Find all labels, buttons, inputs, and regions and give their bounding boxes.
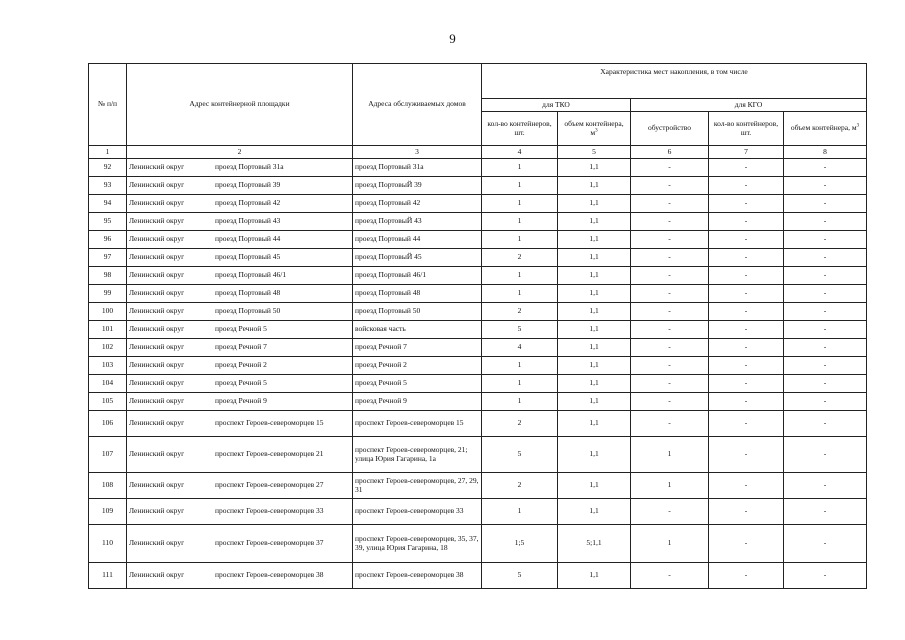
row-number: 107 [89, 437, 127, 473]
header-kgo-count: кол-во контейнеров, шт. [709, 112, 784, 146]
row-tko-volume: 1,1 [558, 437, 631, 473]
row-number: 93 [89, 177, 127, 195]
row-kgo-count: - [709, 375, 784, 393]
row-address [127, 473, 353, 499]
row-district: Ленинский округ [129, 252, 185, 262]
row-kgo-arrangement: - [631, 267, 709, 285]
column-number: 7 [709, 146, 784, 159]
row-street: проезд Портовый 31а [215, 162, 284, 172]
row-served-houses: проезд Портовый 44 [353, 231, 482, 249]
row-served-houses: проспект Героев-североморцев, 21; улица Юрия Гагарина, 1а [353, 437, 482, 473]
row-kgo-volume: - [784, 437, 867, 473]
table-row [89, 267, 867, 285]
row-tko-volume: 1,1 [558, 267, 631, 285]
row-kgo-count: - [709, 195, 784, 213]
row-district: Ленинский округ [129, 270, 185, 280]
row-tko-count: 1 [482, 393, 558, 411]
row-district: Ленинский округ [129, 360, 185, 370]
container-sites-table [88, 63, 867, 589]
row-tko-count: 5 [482, 437, 558, 473]
row-served-houses: проспект Героев-североморцев 15 [353, 411, 482, 437]
row-kgo-volume: - [784, 213, 867, 231]
row-tko-count: 1 [482, 499, 558, 525]
row-kgo-count: - [709, 357, 784, 375]
row-number: 108 [89, 473, 127, 499]
row-kgo-arrangement: - [631, 375, 709, 393]
row-kgo-arrangement: - [631, 213, 709, 231]
row-served-houses: проезд Портовый 50 [353, 303, 482, 321]
row-tko-volume: 1,1 [558, 499, 631, 525]
row-district: Ленинский округ [129, 538, 185, 548]
table-row [89, 437, 867, 473]
row-kgo-arrangement: - [631, 563, 709, 589]
table-row [89, 231, 867, 249]
row-kgo-count: - [709, 473, 784, 499]
row-kgo-arrangement: - [631, 285, 709, 303]
row-tko-volume: 1,1 [558, 231, 631, 249]
row-served-houses: проезд Речной 7 [353, 339, 482, 357]
row-kgo-arrangement: - [631, 393, 709, 411]
row-tko-volume: 1,1 [558, 375, 631, 393]
page-number: 9 [449, 31, 456, 46]
row-street: проезд Портовый 44 [215, 234, 281, 244]
row-tko-volume: 1,1 [558, 249, 631, 267]
row-kgo-count: - [709, 411, 784, 437]
row-tko-count: 1;5 [482, 525, 558, 563]
row-address [127, 375, 353, 393]
row-kgo-volume: - [784, 195, 867, 213]
row-number: 103 [89, 357, 127, 375]
row-kgo-count: - [709, 267, 784, 285]
row-kgo-count: - [709, 321, 784, 339]
row-tko-volume: 1,1 [558, 285, 631, 303]
row-number: 97 [89, 249, 127, 267]
header-number: № п/п [89, 64, 127, 146]
row-address [127, 159, 353, 177]
row-tko-count: 2 [482, 249, 558, 267]
row-address [127, 339, 353, 357]
row-kgo-volume: - [784, 563, 867, 589]
row-district: Ленинский округ [129, 306, 185, 316]
row-street: проспект Героев-североморцев 21 [215, 449, 324, 459]
row-kgo-volume: - [784, 375, 867, 393]
row-district: Ленинский округ [129, 570, 185, 580]
row-street: проезд Портовый 46/1 [215, 270, 287, 280]
table-row [89, 321, 867, 339]
row-street: проезд Речной 5 [215, 324, 267, 334]
row-street: проезд Портовый 43 [215, 216, 281, 226]
row-number: 99 [89, 285, 127, 303]
row-street: проезд Речной 5 [215, 378, 267, 388]
row-kgo-volume: - [784, 267, 867, 285]
row-tko-volume: 1,1 [558, 195, 631, 213]
header-kgo-volume: объем контейнера, $м^3$ [784, 112, 867, 146]
row-kgo-volume: - [784, 393, 867, 411]
row-kgo-count: - [709, 177, 784, 195]
row-tko-count: 1 [482, 213, 558, 231]
row-street: проезд Речной 7 [215, 342, 267, 352]
header-served-houses: Адреса обслуживаемых домов [353, 64, 482, 146]
row-address [127, 249, 353, 267]
row-served-houses: проспект Героев-североморцев 38 [353, 563, 482, 589]
row-kgo-count: - [709, 525, 784, 563]
row-street: проезд Портовый 42 [215, 198, 281, 208]
table-row [89, 411, 867, 437]
row-tko-volume: 1,1 [558, 159, 631, 177]
table-row [89, 375, 867, 393]
row-tko-volume: 1,1 [558, 411, 631, 437]
row-kgo-count: - [709, 213, 784, 231]
row-tko-volume: 1,1 [558, 213, 631, 231]
row-kgo-count: - [709, 303, 784, 321]
row-kgo-arrangement: - [631, 357, 709, 375]
row-street: проезд Речной 9 [215, 396, 267, 406]
row-number: 111 [89, 563, 127, 589]
row-address [127, 213, 353, 231]
row-district: Ленинский округ [129, 324, 185, 334]
row-tko-count: 5 [482, 321, 558, 339]
row-kgo-volume: - [784, 321, 867, 339]
header-address: Адрес контейнерной площадки [127, 64, 353, 146]
row-street: проезд Портовый 39 [215, 180, 281, 190]
row-street: проезд Портовый 45 [215, 252, 281, 262]
row-kgo-arrangement: - [631, 249, 709, 267]
row-street: проспект Героев-североморцев 27 [215, 480, 324, 490]
row-tko-count: 1 [482, 159, 558, 177]
table-row [89, 303, 867, 321]
row-tko-count: 4 [482, 339, 558, 357]
row-street: проспект Героев-североморцев 38 [215, 570, 324, 580]
table-row [89, 195, 867, 213]
row-district: Ленинский округ [129, 449, 185, 459]
row-served-houses: проспект Героев-североморцев, 35, 37, 39, улица Юрия Гагарина, 18 [353, 525, 482, 563]
row-number: 104 [89, 375, 127, 393]
row-tko-count: 1 [482, 357, 558, 375]
table-row [89, 357, 867, 375]
row-tko-volume: 1,1 [558, 339, 631, 357]
row-kgo-count: - [709, 437, 784, 473]
row-kgo-count: - [709, 285, 784, 303]
row-kgo-volume: - [784, 525, 867, 563]
row-kgo-count: - [709, 159, 784, 177]
row-served-houses: проезд Портовый 31а [353, 159, 482, 177]
row-number: 95 [89, 213, 127, 231]
row-number: 100 [89, 303, 127, 321]
row-kgo-arrangement: 1 [631, 525, 709, 563]
row-district: Ленинский округ [129, 342, 185, 352]
row-kgo-volume: - [784, 249, 867, 267]
row-tko-count: 5 [482, 563, 558, 589]
row-kgo-arrangement: - [631, 231, 709, 249]
row-tko-count: 1 [482, 375, 558, 393]
row-district: Ленинский округ [129, 480, 185, 490]
row-kgo-count: - [709, 563, 784, 589]
row-kgo-count: - [709, 339, 784, 357]
row-address [127, 177, 353, 195]
row-tko-volume: 1,1 [558, 177, 631, 195]
row-kgo-volume: - [784, 159, 867, 177]
row-address [127, 525, 353, 563]
row-district: Ленинский округ [129, 396, 185, 406]
table-row [89, 159, 867, 177]
row-served-houses: проспект Героев-североморцев 33 [353, 499, 482, 525]
row-address [127, 303, 353, 321]
table-row [89, 213, 867, 231]
row-kgo-arrangement: - [631, 195, 709, 213]
row-address [127, 563, 353, 589]
column-number: 5 [558, 146, 631, 159]
row-kgo-arrangement: 1 [631, 473, 709, 499]
row-kgo-arrangement: - [631, 411, 709, 437]
table-row [89, 339, 867, 357]
row-street: проезд Портовый 48 [215, 288, 281, 298]
row-served-houses: проезд Речной 5 [353, 375, 482, 393]
row-street: проезд Речной 2 [215, 360, 267, 370]
row-district: Ленинский округ [129, 180, 185, 190]
header-group-title: Характеристика мест накопления, в том числе [482, 64, 867, 99]
row-served-houses: проезд Речной 9 [353, 393, 482, 411]
header-kgo-arrangement: обустройство [631, 112, 709, 146]
row-street: проезд Портовый 50 [215, 306, 281, 316]
column-number: 2 [127, 146, 353, 159]
row-served-houses: проезд Портовый 42 [353, 195, 482, 213]
table-row [89, 249, 867, 267]
table-row [89, 285, 867, 303]
row-tko-count: 2 [482, 411, 558, 437]
column-number-row [89, 146, 867, 159]
row-number: 94 [89, 195, 127, 213]
table-row [89, 499, 867, 525]
row-served-houses: проезд Речной 2 [353, 357, 482, 375]
row-address [127, 437, 353, 473]
row-kgo-count: - [709, 393, 784, 411]
row-number: 101 [89, 321, 127, 339]
row-address [127, 321, 353, 339]
row-address [127, 285, 353, 303]
row-address [127, 231, 353, 249]
row-served-houses: проспект Героев-североморцев, 27, 29, 31 [353, 473, 482, 499]
row-kgo-volume: - [784, 499, 867, 525]
column-number: 3 [353, 146, 482, 159]
header-tko: для ТКО [482, 99, 631, 112]
row-street: проспект Героев-североморцев 33 [215, 506, 324, 516]
row-number: 106 [89, 411, 127, 437]
row-district: Ленинский округ [129, 378, 185, 388]
row-address [127, 499, 353, 525]
row-address [127, 393, 353, 411]
row-tko-volume: 1,1 [558, 473, 631, 499]
row-kgo-arrangement: - [631, 339, 709, 357]
row-tko-count: 1 [482, 177, 558, 195]
row-kgo-volume: - [784, 473, 867, 499]
table-row [89, 393, 867, 411]
row-kgo-count: - [709, 249, 784, 267]
row-kgo-arrangement: 1 [631, 437, 709, 473]
row-kgo-arrangement: - [631, 303, 709, 321]
row-served-houses: проезд Портовый 48 [353, 285, 482, 303]
row-kgo-volume: - [784, 285, 867, 303]
row-district: Ленинский округ [129, 418, 185, 428]
row-district: Ленинский округ [129, 216, 185, 226]
header-tko-volume: объем контейнера, $м^3$ [558, 112, 631, 146]
row-number: 110 [89, 525, 127, 563]
column-number: 4 [482, 146, 558, 159]
row-served-houses: проезд Портовый 46/1 [353, 267, 482, 285]
table-row [89, 177, 867, 195]
header-kgo: для КГО [631, 99, 867, 112]
table-row [89, 473, 867, 499]
row-district: Ленинский округ [129, 162, 185, 172]
row-number: 92 [89, 159, 127, 177]
row-tko-count: 2 [482, 473, 558, 499]
row-kgo-arrangement: - [631, 499, 709, 525]
row-kgo-volume: - [784, 231, 867, 249]
row-kgo-volume: - [784, 411, 867, 437]
row-address [127, 195, 353, 213]
row-kgo-arrangement: - [631, 321, 709, 339]
row-tko-volume: 1,1 [558, 321, 631, 339]
row-tko-count: 1 [482, 231, 558, 249]
row-served-houses: войсковая часть [353, 321, 482, 339]
column-number: 8 [784, 146, 867, 159]
row-kgo-arrangement: - [631, 177, 709, 195]
row-tko-count: 2 [482, 303, 558, 321]
row-kgo-volume: - [784, 357, 867, 375]
row-served-houses: проезд ПортовыЙ 45 [353, 249, 482, 267]
column-number: 1 [89, 146, 127, 159]
table-row [89, 563, 867, 589]
row-number: 102 [89, 339, 127, 357]
row-served-houses: проезд ПортовыЙ 39 [353, 177, 482, 195]
row-tko-volume: 5;1,1 [558, 525, 631, 563]
row-tko-volume: 1,1 [558, 303, 631, 321]
row-district: Ленинский округ [129, 288, 185, 298]
row-kgo-count: - [709, 231, 784, 249]
row-address [127, 411, 353, 437]
row-district: Ленинский округ [129, 198, 185, 208]
row-kgo-count: - [709, 499, 784, 525]
row-number: 98 [89, 267, 127, 285]
row-kgo-volume: - [784, 177, 867, 195]
row-address [127, 357, 353, 375]
row-kgo-volume: - [784, 303, 867, 321]
row-tko-count: 1 [482, 285, 558, 303]
column-number: 6 [631, 146, 709, 159]
row-tko-count: 1 [482, 195, 558, 213]
row-address [127, 267, 353, 285]
row-number: 109 [89, 499, 127, 525]
row-district: Ленинский округ [129, 506, 185, 516]
row-tko-count: 1 [482, 267, 558, 285]
row-kgo-arrangement: - [631, 159, 709, 177]
table-row [89, 525, 867, 563]
row-street: проспект Героев-североморцев 37 [215, 538, 324, 548]
row-number: 105 [89, 393, 127, 411]
row-tko-volume: 1,1 [558, 393, 631, 411]
row-number: 96 [89, 231, 127, 249]
row-tko-volume: 1,1 [558, 563, 631, 589]
row-kgo-volume: - [784, 339, 867, 357]
header-tko-count: кол-во контейнеров, шт. [482, 112, 558, 146]
row-served-houses: проезд ПортовыЙ 43 [353, 213, 482, 231]
row-tko-volume: 1,1 [558, 357, 631, 375]
row-district: Ленинский округ [129, 234, 185, 244]
row-street: проспект Героев-североморцев 15 [215, 418, 324, 428]
